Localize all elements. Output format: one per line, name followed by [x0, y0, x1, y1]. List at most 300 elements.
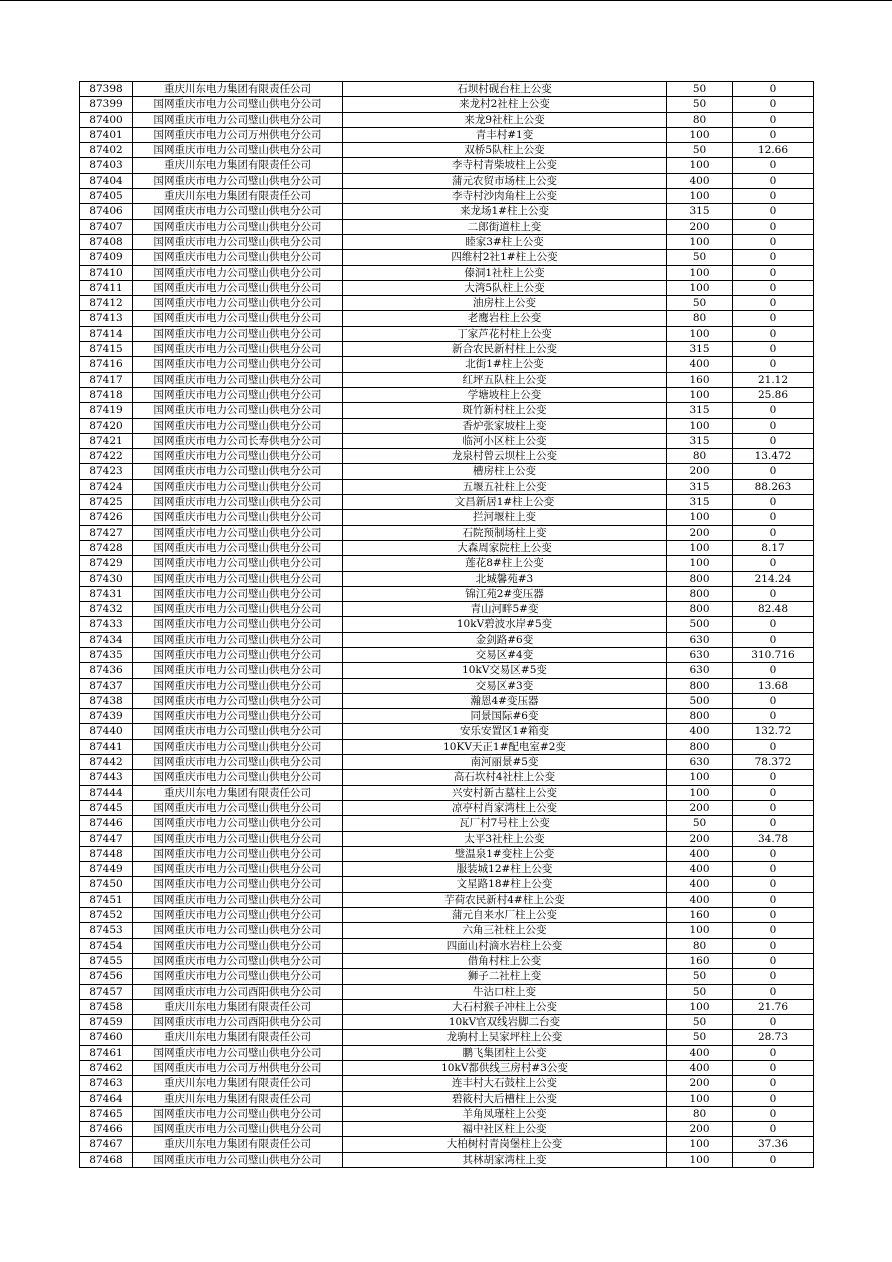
- capacity-cell: 100: [667, 1137, 733, 1152]
- capacity-cell: 100: [667, 189, 733, 204]
- value-cell: 88.263: [733, 479, 814, 494]
- transformer-name-cell: 红坪五队柱上公变: [343, 372, 667, 387]
- value-cell: 0: [733, 1061, 814, 1076]
- company-cell: 国网重庆市电力公司璧山供电分公司: [133, 219, 343, 234]
- transformer-name-cell: 拦河堰柱上变: [343, 510, 667, 525]
- company-cell: 国网重庆市电力公司璧山供电分公司: [133, 265, 343, 280]
- row-id-cell: 87407: [80, 219, 133, 234]
- row-id-cell: 87435: [80, 647, 133, 662]
- value-cell: 0: [733, 953, 814, 968]
- value-cell: 0: [733, 693, 814, 708]
- capacity-cell: 100: [667, 234, 733, 249]
- table-row: [80, 556, 814, 571]
- table-row: [80, 112, 814, 127]
- capacity-cell: 50: [667, 296, 733, 311]
- table-body: [80, 82, 814, 1168]
- capacity-cell: 200: [667, 1076, 733, 1091]
- value-cell: 0: [733, 739, 814, 754]
- table-row: [80, 1137, 814, 1152]
- value-cell: 0: [733, 464, 814, 479]
- row-id-cell: 87453: [80, 923, 133, 938]
- table-row: [80, 296, 814, 311]
- value-cell: 0: [733, 234, 814, 249]
- transformer-name-cell: 来龙村2社柱上公变: [343, 97, 667, 112]
- value-cell: 13.472: [733, 449, 814, 464]
- transformer-name-cell: 傣洞1社柱上公变: [343, 265, 667, 280]
- row-id-cell: 87422: [80, 449, 133, 464]
- table-row: [80, 372, 814, 387]
- capacity-cell: 50: [667, 250, 733, 265]
- capacity-cell: 400: [667, 892, 733, 907]
- table-row: [80, 189, 814, 204]
- table-row: [80, 1015, 814, 1030]
- capacity-cell: 800: [667, 709, 733, 724]
- row-id-cell: 87425: [80, 495, 133, 510]
- capacity-cell: 200: [667, 831, 733, 846]
- capacity-cell: 100: [667, 1091, 733, 1106]
- table-row: [80, 342, 814, 357]
- table-row: [80, 770, 814, 785]
- transformer-name-cell: 10KV天正1#配电室#2变: [343, 739, 667, 754]
- company-cell: 重庆川东电力集团有限责任公司: [133, 189, 343, 204]
- capacity-cell: 160: [667, 953, 733, 968]
- row-id-cell: 87461: [80, 1045, 133, 1060]
- row-id-cell: 87410: [80, 265, 133, 280]
- transformer-name-cell: 莲花8#柱上公变: [343, 556, 667, 571]
- capacity-cell: 100: [667, 923, 733, 938]
- table-row: [80, 265, 814, 280]
- value-cell: 0: [733, 770, 814, 785]
- row-id-cell: 87411: [80, 280, 133, 295]
- value-cell: 21.76: [733, 999, 814, 1014]
- transformer-name-cell: 北城馨苑#3: [343, 571, 667, 586]
- table-row: [80, 525, 814, 540]
- company-cell: 国网重庆市电力公司璧山供电分公司: [133, 173, 343, 188]
- company-cell: 国网重庆市电力公司璧山供电分公司: [133, 1106, 343, 1121]
- company-cell: 国网重庆市电力公司璧山供电分公司: [133, 938, 343, 953]
- capacity-cell: 80: [667, 938, 733, 953]
- capacity-cell: 630: [667, 647, 733, 662]
- capacity-cell: 200: [667, 800, 733, 815]
- value-cell: 0: [733, 250, 814, 265]
- row-id-cell: 87436: [80, 663, 133, 678]
- value-cell: 0: [733, 189, 814, 204]
- value-cell: 0: [733, 938, 814, 953]
- company-cell: 国网重庆市电力公司璧山供电分公司: [133, 143, 343, 158]
- value-cell: 0: [733, 862, 814, 877]
- capacity-cell: 400: [667, 877, 733, 892]
- value-cell: 0: [733, 1091, 814, 1106]
- capacity-cell: 50: [667, 816, 733, 831]
- row-id-cell: 87450: [80, 877, 133, 892]
- transformer-name-cell: 石坝村砚台柱上公变: [343, 82, 667, 97]
- transformer-name-cell: 文星路18#柱上公变: [343, 877, 667, 892]
- company-cell: 国网重庆市电力公司万州供电分公司: [133, 1061, 343, 1076]
- company-cell: 国网重庆市电力公司璧山供电分公司: [133, 357, 343, 372]
- transformer-name-cell: 牛沾口柱上变: [343, 984, 667, 999]
- company-cell: 国网重庆市电力公司璧山供电分公司: [133, 693, 343, 708]
- row-id-cell: 87455: [80, 953, 133, 968]
- capacity-cell: 80: [667, 311, 733, 326]
- value-cell: 0: [733, 908, 814, 923]
- row-id-cell: 87427: [80, 525, 133, 540]
- transformer-name-cell: 大森周家院柱上公变: [343, 540, 667, 555]
- transformer-name-cell: 交易区#3变: [343, 678, 667, 693]
- row-id-cell: 87403: [80, 158, 133, 173]
- capacity-cell: 100: [667, 326, 733, 341]
- company-cell: 国网重庆市电力公司璧山供电分公司: [133, 678, 343, 693]
- transformer-name-cell: 其林胡家湾柱上变: [343, 1152, 667, 1167]
- company-cell: 国网重庆市电力公司璧山供电分公司: [133, 403, 343, 418]
- capacity-cell: 315: [667, 342, 733, 357]
- row-id-cell: 87406: [80, 204, 133, 219]
- capacity-cell: 100: [667, 540, 733, 555]
- company-cell: 重庆川东电力集团有限责任公司: [133, 1091, 343, 1106]
- table-row: [80, 464, 814, 479]
- company-cell: 重庆川东电力集团有限责任公司: [133, 82, 343, 97]
- transformer-name-cell: 文昌新居1#柱上公变: [343, 495, 667, 510]
- capacity-cell: 400: [667, 173, 733, 188]
- transformer-name-cell: 同景国际#6变: [343, 709, 667, 724]
- transformer-name-cell: 来龙场1#柱上公变: [343, 204, 667, 219]
- transformer-name-cell: 四维村2社1#柱上公变: [343, 250, 667, 265]
- row-id-cell: 87466: [80, 1122, 133, 1137]
- value-cell: 0: [733, 1106, 814, 1121]
- table-row: [80, 1061, 814, 1076]
- table-row: [80, 127, 814, 142]
- transformer-name-cell: 槽房柱上公变: [343, 464, 667, 479]
- capacity-cell: 100: [667, 280, 733, 295]
- row-id-cell: 87465: [80, 1106, 133, 1121]
- value-cell: 0: [733, 82, 814, 97]
- row-id-cell: 87429: [80, 556, 133, 571]
- row-id-cell: 87432: [80, 602, 133, 617]
- table-row: [80, 831, 814, 846]
- company-cell: 国网重庆市电力公司璧山供电分公司: [133, 953, 343, 968]
- table-row: [80, 1122, 814, 1137]
- value-cell: 0: [733, 311, 814, 326]
- company-cell: 国网重庆市电力公司酉阳供电分公司: [133, 1015, 343, 1030]
- value-cell: 0: [733, 846, 814, 861]
- table-row: [80, 357, 814, 372]
- value-cell: 0: [733, 709, 814, 724]
- row-id-cell: 87457: [80, 984, 133, 999]
- table-row: [80, 693, 814, 708]
- capacity-cell: 50: [667, 1015, 733, 1030]
- company-cell: 国网重庆市电力公司璧山供电分公司: [133, 892, 343, 907]
- capacity-cell: 100: [667, 158, 733, 173]
- capacity-cell: 100: [667, 127, 733, 142]
- row-id-cell: 87443: [80, 770, 133, 785]
- row-id-cell: 87444: [80, 785, 133, 800]
- capacity-cell: 80: [667, 1106, 733, 1121]
- row-id-cell: 87464: [80, 1091, 133, 1106]
- row-id-cell: 87452: [80, 908, 133, 923]
- table-row: [80, 571, 814, 586]
- row-id-cell: 87418: [80, 387, 133, 402]
- table-row: [80, 586, 814, 601]
- capacity-cell: 315: [667, 403, 733, 418]
- company-cell: 国网重庆市电力公司璧山供电分公司: [133, 755, 343, 770]
- row-id-cell: 87408: [80, 234, 133, 249]
- capacity-cell: 50: [667, 143, 733, 158]
- company-cell: 国网重庆市电力公司璧山供电分公司: [133, 816, 343, 831]
- company-cell: 重庆川东电力集团有限责任公司: [133, 1076, 343, 1091]
- table-row: [80, 234, 814, 249]
- value-cell: 78.372: [733, 755, 814, 770]
- row-id-cell: 87448: [80, 846, 133, 861]
- company-cell: 国网重庆市电力公司璧山供电分公司: [133, 556, 343, 571]
- transformer-name-cell: 临河小区柱上公变: [343, 433, 667, 448]
- row-id-cell: 87446: [80, 816, 133, 831]
- capacity-cell: 800: [667, 739, 733, 754]
- capacity-cell: 50: [667, 969, 733, 984]
- transformer-name-cell: 10kV都供线三房村#3公变: [343, 1061, 667, 1076]
- transformer-name-cell: 蒲元自来水厂柱上公变: [343, 908, 667, 923]
- value-cell: 0: [733, 357, 814, 372]
- row-id-cell: 87459: [80, 1015, 133, 1030]
- table-row: [80, 1076, 814, 1091]
- transformer-name-cell: 锦江苑2#变压器: [343, 586, 667, 601]
- data-table: [79, 81, 814, 1168]
- transformer-name-cell: 四面山村滴水岩柱上公变: [343, 938, 667, 953]
- table-row: [80, 663, 814, 678]
- table-row: [80, 999, 814, 1014]
- table-row: [80, 510, 814, 525]
- company-cell: 国网重庆市电力公司璧山供电分公司: [133, 372, 343, 387]
- company-cell: 国网重庆市电力公司璧山供电分公司: [133, 97, 343, 112]
- capacity-cell: 160: [667, 908, 733, 923]
- row-id-cell: 87413: [80, 311, 133, 326]
- row-id-cell: 87462: [80, 1061, 133, 1076]
- transformer-name-cell: 北街1#柱上公变: [343, 357, 667, 372]
- company-cell: 国网重庆市电力公司璧山供电分公司: [133, 510, 343, 525]
- table-row: [80, 1030, 814, 1045]
- row-id-cell: 87423: [80, 464, 133, 479]
- value-cell: 0: [733, 800, 814, 815]
- row-id-cell: 87424: [80, 479, 133, 494]
- row-id-cell: 87438: [80, 693, 133, 708]
- value-cell: 34.78: [733, 831, 814, 846]
- transformer-name-cell: 借角村柱上公变: [343, 953, 667, 968]
- company-cell: 重庆川东电力集团有限责任公司: [133, 1137, 343, 1152]
- transformer-name-cell: 来龙9社柱上公变: [343, 112, 667, 127]
- transformer-name-cell: 丁家芦花村柱上公变: [343, 326, 667, 341]
- value-cell: 214.24: [733, 571, 814, 586]
- company-cell: 国网重庆市电力公司璧山供电分公司: [133, 586, 343, 601]
- transformer-name-cell: 李寺村青柴坡柱上公变: [343, 158, 667, 173]
- capacity-cell: 200: [667, 1122, 733, 1137]
- row-id-cell: 87434: [80, 632, 133, 647]
- company-cell: 国网重庆市电力公司璧山供电分公司: [133, 449, 343, 464]
- company-cell: 国网重庆市电力公司璧山供电分公司: [133, 342, 343, 357]
- capacity-cell: 800: [667, 586, 733, 601]
- company-cell: 国网重庆市电力公司璧山供电分公司: [133, 540, 343, 555]
- transformer-name-cell: 安乐安置区1#箱变: [343, 724, 667, 739]
- capacity-cell: 200: [667, 219, 733, 234]
- table-row: [80, 1152, 814, 1167]
- value-cell: 0: [733, 173, 814, 188]
- table-row: [80, 785, 814, 800]
- row-id-cell: 87456: [80, 969, 133, 984]
- table-row: [80, 449, 814, 464]
- capacity-cell: 315: [667, 204, 733, 219]
- value-cell: 25.86: [733, 387, 814, 402]
- capacity-cell: 160: [667, 372, 733, 387]
- row-id-cell: 87468: [80, 1152, 133, 1167]
- capacity-cell: 100: [667, 1152, 733, 1167]
- company-cell: 国网重庆市电力公司璧山供电分公司: [133, 846, 343, 861]
- company-cell: 国网重庆市电力公司璧山供电分公司: [133, 571, 343, 586]
- row-id-cell: 87420: [80, 418, 133, 433]
- value-cell: 0: [733, 1122, 814, 1137]
- row-id-cell: 87441: [80, 739, 133, 754]
- row-id-cell: 87431: [80, 586, 133, 601]
- value-cell: 0: [733, 403, 814, 418]
- transformer-name-cell: 羊角凤瑾柱上公变: [343, 1106, 667, 1121]
- value-cell: 37.36: [733, 1137, 814, 1152]
- transformer-name-cell: 六角三社柱上公变: [343, 923, 667, 938]
- row-id-cell: 87433: [80, 617, 133, 632]
- transformer-name-cell: 龙驹村上吴家坪柱上公变: [343, 1030, 667, 1045]
- capacity-cell: 100: [667, 418, 733, 433]
- company-cell: 国网重庆市电力公司璧山供电分公司: [133, 479, 343, 494]
- transformer-name-cell: 蒲元农贸市场柱上公变: [343, 173, 667, 188]
- row-id-cell: 87405: [80, 189, 133, 204]
- company-cell: 国网重庆市电力公司璧山供电分公司: [133, 647, 343, 662]
- capacity-cell: 630: [667, 663, 733, 678]
- company-cell: 国网重庆市电力公司璧山供电分公司: [133, 770, 343, 785]
- table-row: [80, 709, 814, 724]
- table-row: [80, 647, 814, 662]
- company-cell: 国网重庆市电力公司璧山供电分公司: [133, 204, 343, 219]
- transformer-name-cell: 璧温泉1#变柱上公变: [343, 846, 667, 861]
- table-row: [80, 403, 814, 418]
- table-row: [80, 953, 814, 968]
- value-cell: 21.12: [733, 372, 814, 387]
- value-cell: 0: [733, 525, 814, 540]
- value-cell: 12.66: [733, 143, 814, 158]
- row-id-cell: 87439: [80, 709, 133, 724]
- capacity-cell: 50: [667, 984, 733, 999]
- table-row: [80, 724, 814, 739]
- company-cell: 国网重庆市电力公司璧山供电分公司: [133, 724, 343, 739]
- row-id-cell: 87428: [80, 540, 133, 555]
- transformer-name-cell: 10kV官双线岩脚二台变: [343, 1015, 667, 1030]
- table-row: [80, 326, 814, 341]
- value-cell: 82.48: [733, 602, 814, 617]
- value-cell: 8.17: [733, 540, 814, 555]
- value-cell: 0: [733, 1076, 814, 1091]
- company-cell: 国网重庆市电力公司璧山供电分公司: [133, 709, 343, 724]
- transformer-name-cell: 李寺村沙肉角柱上公变: [343, 189, 667, 204]
- company-cell: 国网重庆市电力公司璧山供电分公司: [133, 617, 343, 632]
- transformer-name-cell: 大石村猴子冲柱上公变: [343, 999, 667, 1014]
- capacity-cell: 630: [667, 632, 733, 647]
- capacity-cell: 50: [667, 1030, 733, 1045]
- value-cell: 0: [733, 556, 814, 571]
- value-cell: 0: [733, 280, 814, 295]
- value-cell: 0: [733, 923, 814, 938]
- company-cell: 国网重庆市电力公司璧山供电分公司: [133, 663, 343, 678]
- value-cell: 0: [733, 326, 814, 341]
- company-cell: 重庆川东电力集团有限责任公司: [133, 999, 343, 1014]
- table-row: [80, 173, 814, 188]
- table-row: [80, 755, 814, 770]
- company-cell: 国网重庆市电力公司璧山供电分公司: [133, 1152, 343, 1167]
- transformer-name-cell: 油房柱上公变: [343, 296, 667, 311]
- capacity-cell: 315: [667, 495, 733, 510]
- transformer-name-cell: 太平3社柱上公变: [343, 831, 667, 846]
- value-cell: 0: [733, 112, 814, 127]
- row-id-cell: 87399: [80, 97, 133, 112]
- table-row: [80, 632, 814, 647]
- value-cell: 0: [733, 495, 814, 510]
- table-row: [80, 1045, 814, 1060]
- table-row: [80, 418, 814, 433]
- company-cell: 国网重庆市电力公司璧山供电分公司: [133, 602, 343, 617]
- table-row: [80, 892, 814, 907]
- company-cell: 重庆川东电力集团有限责任公司: [133, 1030, 343, 1045]
- transformer-name-cell: 瓦厂村7号柱上公变: [343, 816, 667, 831]
- transformer-name-cell: 碧筱村大后槽柱上公变: [343, 1091, 667, 1106]
- value-cell: 0: [733, 663, 814, 678]
- value-cell: 310.716: [733, 647, 814, 662]
- capacity-cell: 630: [667, 755, 733, 770]
- value-cell: 0: [733, 969, 814, 984]
- row-id-cell: 87400: [80, 112, 133, 127]
- value-cell: 0: [733, 816, 814, 831]
- row-id-cell: 87447: [80, 831, 133, 846]
- capacity-cell: 200: [667, 525, 733, 540]
- transformer-name-cell: 芋荷农民新村4#柱上公变: [343, 892, 667, 907]
- capacity-cell: 100: [667, 999, 733, 1014]
- company-cell: 国网重庆市电力公司璧山供电分公司: [133, 250, 343, 265]
- table-row: [80, 1091, 814, 1106]
- capacity-cell: 500: [667, 693, 733, 708]
- table-row: [80, 862, 814, 877]
- table-row: [80, 617, 814, 632]
- company-cell: 国网重庆市电力公司酉阳供电分公司: [133, 984, 343, 999]
- capacity-cell: 800: [667, 678, 733, 693]
- capacity-cell: 100: [667, 387, 733, 402]
- table-row: [80, 82, 814, 97]
- capacity-cell: 400: [667, 862, 733, 877]
- capacity-cell: 100: [667, 785, 733, 800]
- transformer-name-cell: 双桥5队柱上公变: [343, 143, 667, 158]
- table-row: [80, 678, 814, 693]
- row-id-cell: 87416: [80, 357, 133, 372]
- capacity-cell: 400: [667, 357, 733, 372]
- table-row: [80, 250, 814, 265]
- row-id-cell: 87440: [80, 724, 133, 739]
- table-row: [80, 143, 814, 158]
- capacity-cell: 315: [667, 433, 733, 448]
- company-cell: 国网重庆市电力公司璧山供电分公司: [133, 923, 343, 938]
- capacity-cell: 50: [667, 82, 733, 97]
- table-row: [80, 219, 814, 234]
- row-id-cell: 87398: [80, 82, 133, 97]
- transformer-name-cell: 石院预制场柱上变: [343, 525, 667, 540]
- row-id-cell: 87415: [80, 342, 133, 357]
- top-rule: [0, 0, 892, 1]
- row-id-cell: 87467: [80, 1137, 133, 1152]
- table-row: [80, 387, 814, 402]
- row-id-cell: 87414: [80, 326, 133, 341]
- capacity-cell: 315: [667, 479, 733, 494]
- company-cell: 国网重庆市电力公司长寿供电分公司: [133, 433, 343, 448]
- company-cell: 国网重庆市电力公司璧山供电分公司: [133, 326, 343, 341]
